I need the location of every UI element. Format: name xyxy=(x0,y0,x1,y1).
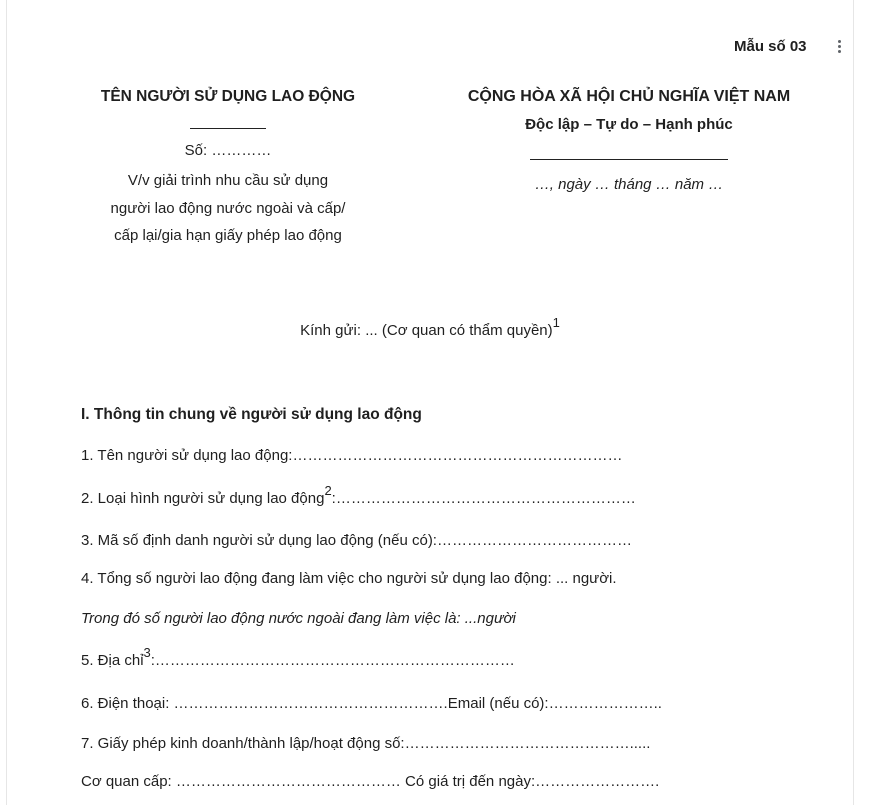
more-options-icon[interactable] xyxy=(835,40,843,56)
employer-name: TÊN NGƯỜI SỬ DỤNG LAO ĐỘNG xyxy=(100,88,356,105)
field-business-license: 7. Giấy phép kinh doanh/thành lập/hoạt động số:………………………………………..... xyxy=(81,735,651,752)
document-number: Số: ………… xyxy=(184,142,272,159)
field-issuing-authority: Cơ quan cấp: ……………………………………… Có giá trị đến ngày:……………………. xyxy=(81,773,660,790)
field-label: 2. Loại hình người sử dụng lao động xyxy=(81,490,325,507)
national-motto: Độc lập – Tự do – Hạnh phúc xyxy=(525,116,733,133)
national-header xyxy=(437,88,821,193)
field-employer-name: 1. Tên người sử dụng lao động:………………………………………………………… xyxy=(81,447,623,464)
recipient-line xyxy=(7,315,853,339)
field-phone-email: 6. Điện thoại: ……………………………………………….Email (nếu có):………………….. xyxy=(81,695,662,712)
document-page xyxy=(6,0,854,805)
field-foreign-workers-note: Trong đó số người lao động nước ngoài đang làm việc là: ...người xyxy=(81,610,516,627)
footnote-marker: 3 xyxy=(143,645,151,660)
field-dots: :…………………………………………………… xyxy=(331,490,636,507)
divider xyxy=(190,128,266,129)
divider xyxy=(530,159,728,160)
subject-line: V/v giải trình nhu cầu sử dụng xyxy=(127,172,329,189)
subject-line: người lao động nước ngoài và cấp/ xyxy=(110,199,346,217)
field-total-workers: 4. Tổng số người lao động đang làm việc cho người sử dụng lao động: ... người. xyxy=(81,570,617,587)
date-line: …, ngày … tháng … năm … xyxy=(534,176,724,193)
footnote-marker: 1 xyxy=(552,315,560,330)
form-number: Mẫu số 03 xyxy=(734,38,807,55)
recipient-text: Kính gửi: ... (Cơ quan có thẩm quyền) xyxy=(300,322,553,339)
field-dots: :……………………………………………………………… xyxy=(150,652,515,669)
field-employer-id: 3. Mã số định danh người sử dụng lao động (nếu có):………………………………… xyxy=(81,532,632,549)
section-title: I. Thông tin chung về người sử dụng lao động xyxy=(81,406,422,423)
subject-block xyxy=(67,167,389,250)
field-employer-type xyxy=(81,483,636,507)
employer-header xyxy=(67,88,389,250)
footnote-marker: 2 xyxy=(324,483,332,498)
field-address xyxy=(81,645,515,669)
country-name: CỘNG HÒA XÃ HỘI CHỦ NGHĨA VIỆT NAM xyxy=(467,88,791,105)
subject-line: cấp lại/gia hạn giấy phép lao động xyxy=(114,227,342,244)
field-label: 5. Địa chỉ xyxy=(81,652,144,669)
